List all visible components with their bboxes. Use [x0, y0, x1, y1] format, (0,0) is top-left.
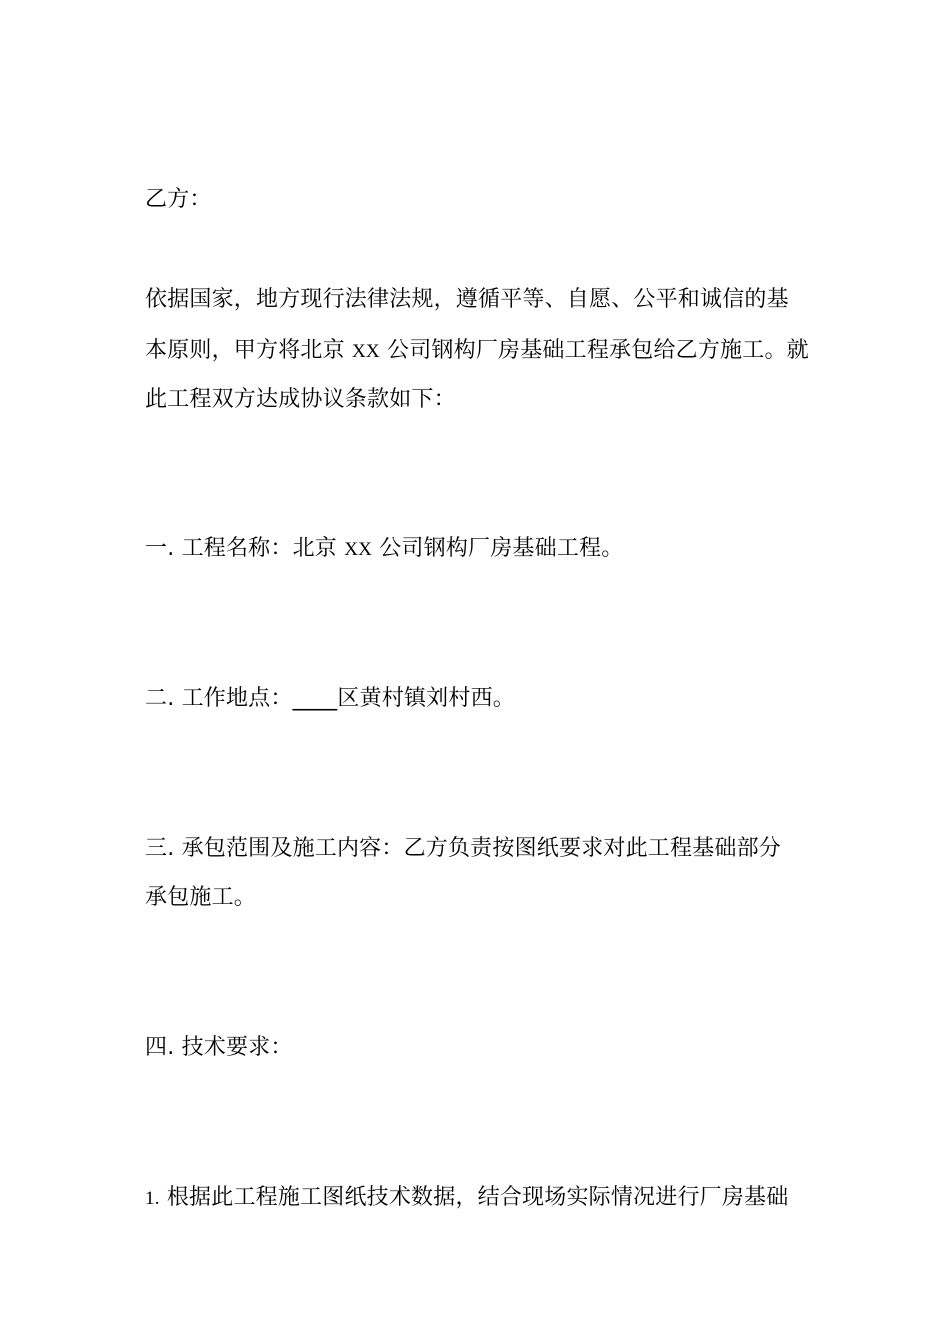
section-2-work-location: 二. 工作地点：____区黄村镇刘村西。 — [145, 686, 515, 711]
intro-line-2-xx: XX — [352, 341, 380, 362]
item-1-text: 根据此工程施工图纸技术数据，结合现场实际情况进行厂房基础 — [159, 1185, 789, 1210]
section-1-xx: XX — [344, 539, 373, 560]
intro-line-1: 依据国家，地方现行法律法规，遵循平等、自愿、公平和诚信的基 — [145, 287, 789, 312]
intro-line-2 — [145, 337, 825, 366]
section-3-line-2: 承包施工。 — [145, 885, 257, 910]
section-3-line-1: 三. 承包范围及施工内容：乙方负责按图纸要求对此工程基础部分 — [145, 836, 781, 861]
item-1-number: 1. — [145, 1188, 160, 1209]
intro-line-2-part-2: 公司钢构厂房基础工程承包给乙方施工。就 — [379, 338, 809, 363]
intro-line-3: 此工程双方达成协议条款如下： — [145, 387, 456, 412]
intro-line-2-part-1: 本原则，甲方将北京 — [145, 338, 352, 363]
item-1 — [145, 1184, 825, 1213]
party-b-label: 乙方： — [145, 187, 212, 212]
section-1-suffix: 公司钢构厂房基础工程。 — [372, 536, 624, 561]
section-4-technical-requirements: 四. 技术要求： — [145, 1035, 293, 1060]
section-1-prefix: 一. 工程名称：北京 — [145, 536, 345, 561]
section-1-project-name — [145, 535, 825, 564]
